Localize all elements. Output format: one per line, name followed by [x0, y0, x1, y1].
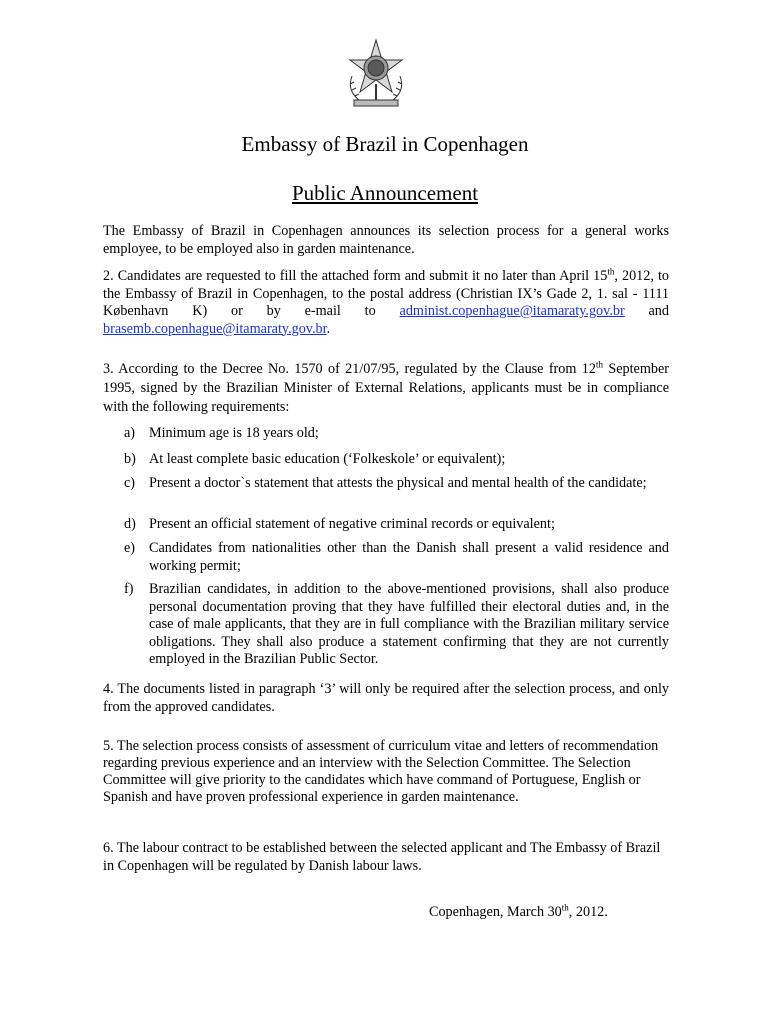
- p3-superscript: th: [595, 359, 603, 370]
- signature-superscript: th: [561, 902, 569, 913]
- p2-and: and: [624, 303, 669, 319]
- signature-date: [429, 904, 608, 921]
- list-marker: f): [124, 581, 134, 597]
- paragraph-3: [103, 360, 669, 417]
- list-marker: a): [124, 425, 136, 441]
- list-item-text: Present an official statement of negative criminal records or equivalent;: [149, 516, 555, 532]
- paragraph-4: 4. The documents listed in paragraph ‘3’ will only be required after the selection process, and only from the approved candidates.: [103, 681, 669, 715]
- list-item-text: Present a doctor`s statement that attests the physical and mental health of the candidate;: [149, 475, 647, 491]
- p2-text-2: , 2012, to the Embassy of Brazil in Copenhagen, to the postal address (Christian IX’s Gade 2, 1. sal - 1111 København K) or by e-mail to: [103, 268, 669, 319]
- list-marker: d): [124, 516, 136, 532]
- signature-text-1: Copenhagen, March 30: [429, 904, 562, 920]
- list-marker: c): [124, 475, 136, 491]
- p2-end: .: [326, 320, 331, 337]
- signature-text-2: , 2012.: [568, 904, 608, 920]
- coat-of-arms-seal-icon: [340, 36, 412, 112]
- list-marker: b): [124, 451, 136, 467]
- list-item-text: At least complete basic education (‘Folkeskole’ or equivalent);: [149, 451, 506, 467]
- list-marker: e): [124, 540, 136, 556]
- embassy-title: Embassy of Brazil in Copenhagen: [241, 132, 529, 156]
- paragraph-intro: The Embassy of Brazil in Copenhagen announces its selection process for a general works employee, to be employed also in garden maintenance.: [103, 223, 669, 257]
- paragraph-5: 5. The selection process consists of assessment of curriculum vitae and letters of recommendation regarding previous experience and an interview with the Selection Committee. The Selection Committee will give priority to the candidates which have command of Portuguese, English or Spanish and have proven professional experience in garden maintenance.: [103, 738, 659, 805]
- list-item-text: Minimum age is 18 years old;: [149, 425, 319, 441]
- p2-text-1: 2. Candidates are requested to fill the attached form and submit it no later than April 15: [103, 268, 608, 284]
- p2-superscript: th: [607, 266, 615, 277]
- paragraph-2: [103, 268, 669, 338]
- email-link-administ[interactable]: administ.copenhague@itamaraty.gov.br: [399, 303, 625, 319]
- list-item-text: Brazilian candidates, in addition to the above-mentioned provisions, shall also produce personal documentation proving that they have fulfilled their electoral duties and, in the case of male applicants, that they are in full compliance with the Brazilian military service obligations. They shall also produce a statement confirming that they are not currently employed in the Brazilian Public Sector.: [149, 581, 669, 667]
- p3-text-1: 3. According to the Decree No. 1570 of 21/07/95, regulated by the Clause from 12: [103, 361, 596, 377]
- email-link-brasemb[interactable]: brasemb.copenhague@itamaraty.gov.br: [103, 320, 327, 337]
- p3-text-2: September 1995, signed by the Brazilian Minister of External Relations, applicants must be in compliance with the following requirements:: [103, 361, 669, 415]
- paragraph-6: 6. The labour contract to be established between the selected applicant and The Embassy of Brazil in Copenhagen will be regulated by Danish labour laws.: [103, 840, 661, 874]
- announcement-title: Public Announcement: [291, 181, 479, 205]
- list-item-text: Candidates from nationalities other than the Danish shall present a valid residence and working permit;: [149, 540, 669, 574]
